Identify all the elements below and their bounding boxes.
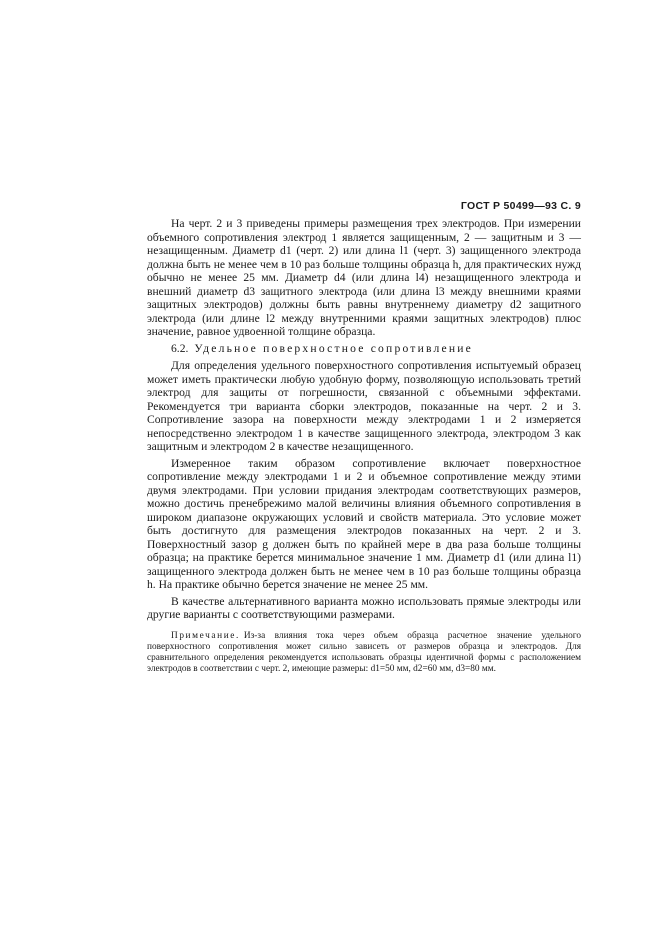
paragraph-alternative: В качестве альтернативного варианта можно использовать прямые электроды или другие варианты с соответствующими размерами. [147, 594, 581, 621]
document-body [147, 217, 581, 675]
note [147, 631, 581, 676]
section-heading [147, 342, 581, 356]
paragraph-electrode-placement: На черт. 2 и 3 приведены примеры размещения трех электродов. При измерении объемного сопротивления электрод 1 является защищенным, 2 — защитным и 3 — незащищенным. Диаметр d1 (черт. 2) или длина l1 (черт. 3) защищенного электрода должна быть не менее чем в 10 раз больше толщины образца h, для практических нужд обычно не менее 25 мм. Диаметр d4 (или длина l4) незащищенного электрода и внешний диаметр d3 защитного электрода (или длина l3 между внешними краями защитных электродов) должны быть равны внутреннему диаметру d2 защитного электрода (или длине l2 между внутренними краями защитных электродов) плюс значение, равное удвоенной толщине образца. [147, 217, 581, 338]
section-number: 6.2. [171, 341, 189, 355]
page-header: ГОСТ Р 50499—93 С. 9 [460, 200, 581, 212]
paragraph-specimen-shape: Для определения удельного поверхностного сопротивления испытуемый образец может иметь практически любую удобную форму, позволяющую использовать третий электрод для защиты от погрешности, связанной с объемными эффектами. Рекомендуется три варианта сборки электродов, показанные на черт. 2 и 3. Сопротивление зазора на поверхности между электродами 1 и 2 измеряется непосредственно электродом 1 в качестве защищенного электрода, электродом 3 как защитным и электродом 2 в качестве незащищенного. [147, 359, 581, 453]
note-text: Из-за влияния тока через объем образца расчетное значение удельного поверхностного сопротивления может сильно зависеть от размеров образца и электродов. Для сравнительного определения рекомендуется использовать образцы идентичной формы с расположением электродов в соответствии с черт. 2, имеющие размеры: d1=50 мм, d2=60 мм, d3=80 мм. [147, 630, 581, 675]
note-label: Примечание. [171, 630, 240, 641]
paragraph-measured-resistance: Измеренное таким образом сопротивление включает поверхностное сопротивление между электродами 1 и 2 и объемное сопротивление между этими двумя электродами. При условии придания электродам соответствующих размеров, можно достичь пренебрежимо малой величины влияния объемного сопротивления в широком диапазоне окружающих условий и свойств материала. Это условие может быть достигнуто для размещения электродов показанных на черт. 2 и 3. Поверхностный зазор g должен быть по крайней мере в два раза больше толщины образца; на практике берется минимальное значение 1 мм. Диаметр d1 (или длина l1) защищенного электрода должен быть не менее чем в 10 раз больше толщины образца h. На практике обычно берется значение не менее 25 мм. [147, 456, 581, 591]
section-title: Удельное поверхностное сопротивление [194, 341, 473, 355]
